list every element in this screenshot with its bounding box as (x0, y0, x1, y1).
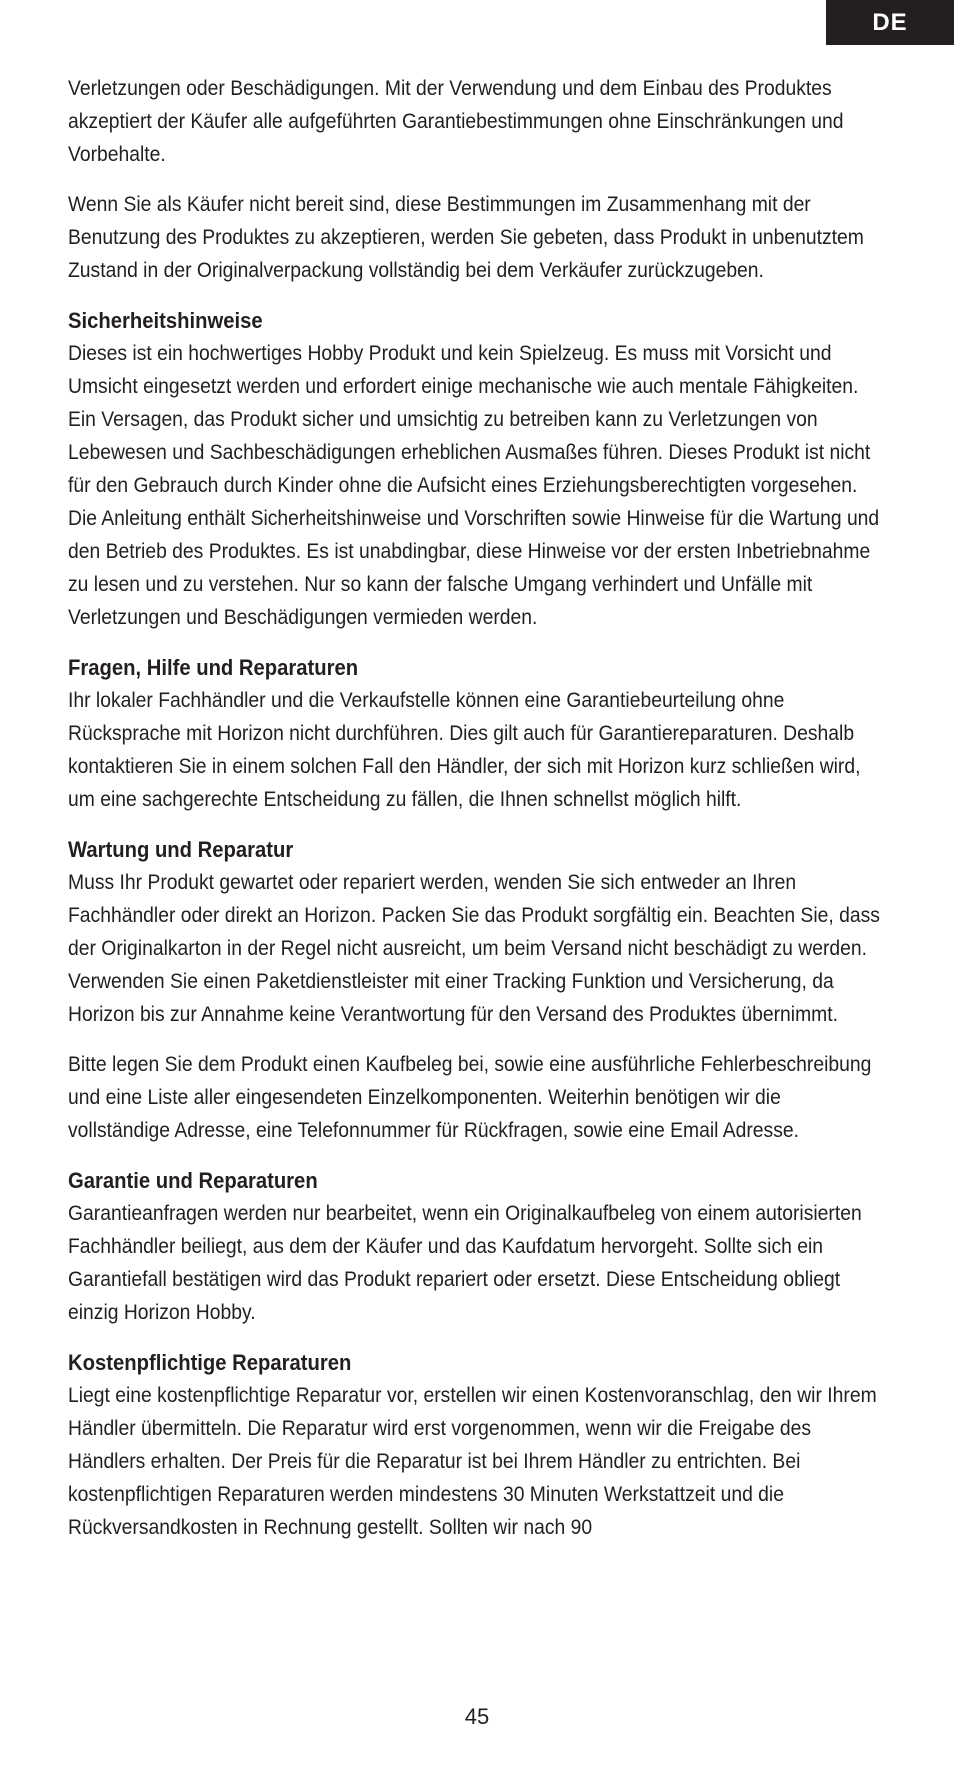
section-heading: Kostenpflichtige Reparaturen (68, 1350, 352, 1375)
section-warranty (68, 1164, 888, 1329)
section-body: Ihr lokaler Fachhändler und die Verkaufstelle können eine Garantiebeurteilung ohne Rücksprache mit Horizon nicht durchführen. Dies gilt auch für Garantiereparaturen. Deshalb kontaktieren Sie in einem solchen Fall den Händler, der sich mit Horizon kurz schließen wird, um eine sachgerechte Entscheidung zu fällen, die Ihnen schnellst möglich hilft. (68, 689, 861, 811)
document-body (68, 72, 888, 1561)
section-heading: Wartung und Reparatur (68, 837, 294, 862)
section-safety (68, 304, 888, 634)
section-body: Garantieanfragen werden nur bearbeitet, wenn ein Originalkaufbeleg von einem autorisierten Fachhändler beiliegt, aus dem der Käufer und das Kaufdatum hervorgeht. Sollte sich ein Garantiefall bestätigen wird das Produkt repariert oder ersetzt. Diese Entscheidung obliegt einzig Horizon Hobby. (68, 1202, 862, 1324)
section-heading: Garantie und Reparaturen (68, 1168, 318, 1193)
language-tab: DE (826, 0, 954, 45)
section-heading: Sicherheitshinweise (68, 308, 263, 333)
intro-paragraph: Wenn Sie als Käufer nicht bereit sind, diese Bestimmungen im Zusammenhang mit der Benutzung des Produktes zu akzeptieren, werden Sie gebeten, dass Produkt in unbenutztem Zustand in der Originalverpackung vollständig bei dem Verkäufer zurückzugeben. (68, 193, 864, 282)
page-number: 45 (464, 1704, 490, 1729)
section-questions (68, 651, 888, 816)
section-body: Dieses ist ein hochwertiges Hobby Produkt und kein Spielzeug. Es muss mit Vorsicht und Umsicht eingesetzt werden und erfordert einige mechanische wie auch mentale Fähigkeiten. Ein Versagen, das Produkt sicher und umsichtig zu betreiben kann zu Verletzungen von Lebewesen und Sachbeschädigungen erheblichen Ausmaßes führen. Dieses Produkt ist nicht für den Gebrauch durch Kinder ohne die Aufsicht eines Erziehungsberechtigten vorgesehen. Die Anleitung enthält Sicherheitshinweise und Vorschriften sowie Hinweise für die Wartung und den Betrieb des Produktes. Es ist unabdingbar, diese Hinweise vor der ersten Inbetriebnahme zu lesen und zu verstehen. Nur so kann der falsche Umgang verhindert und Unfälle mit Verletzungen und Beschädigungen vermieden werden. (68, 342, 880, 629)
section-heading: Fragen, Hilfe und Reparaturen (68, 655, 359, 680)
intro-paragraph: Verletzungen oder Beschädigungen. Mit der Verwendung und dem Einbau des Produktes akzeptiert der Käufer alle aufgeführten Garantiebestimmungen ohne Einschränkungen und Vorbehalte. (68, 77, 844, 166)
section-maintenance (68, 833, 888, 1031)
section-maintenance-continued (68, 1048, 888, 1147)
section-body: Liegt eine kostenpflichtige Reparatur vor, erstellen wir einen Kostenvoranschlag, den wir Ihrem Händler übermitteln. Die Reparatur wird erst vorgenommen, wenn wir die Freigabe des Händlers erhalten. Der Preis für die Reparatur ist bei Ihrem Händler zu entrichten. Bei kostenpflichtigen Reparaturen werden mindestens 30 Minuten Werkstattzeit und die Rückversandkosten in Rechnung gestellt. Sollten wir nach 90 (68, 1384, 877, 1539)
section-paid-repairs (68, 1346, 888, 1544)
section-body: Bitte legen Sie dem Produkt einen Kaufbeleg bei, sowie eine ausführliche Fehlerbeschreibung und eine Liste aller eingesendeten Einzelkomponenten. Weiterhin benötigen wir die vollständige Adresse, eine Telefonnummer für Rückfragen, sowie eine Email Adresse. (68, 1053, 872, 1142)
section-body: Muss Ihr Produkt gewartet oder repariert werden, wenden Sie sich entweder an Ihren Fachhändler oder direkt an Horizon. Packen Sie das Produkt sorgfältig ein. Beachten Sie, dass der Originalkarton in der Regel nicht ausreicht, um beim Versand nicht beschädigt zu werden. Verwenden Sie einen Paketdienstleister mit einer Tracking Funktion und Versicherung, da Horizon bis zur Annahme keine Verantwortung für den Versand des Produktes übernimmt. (68, 871, 880, 1026)
